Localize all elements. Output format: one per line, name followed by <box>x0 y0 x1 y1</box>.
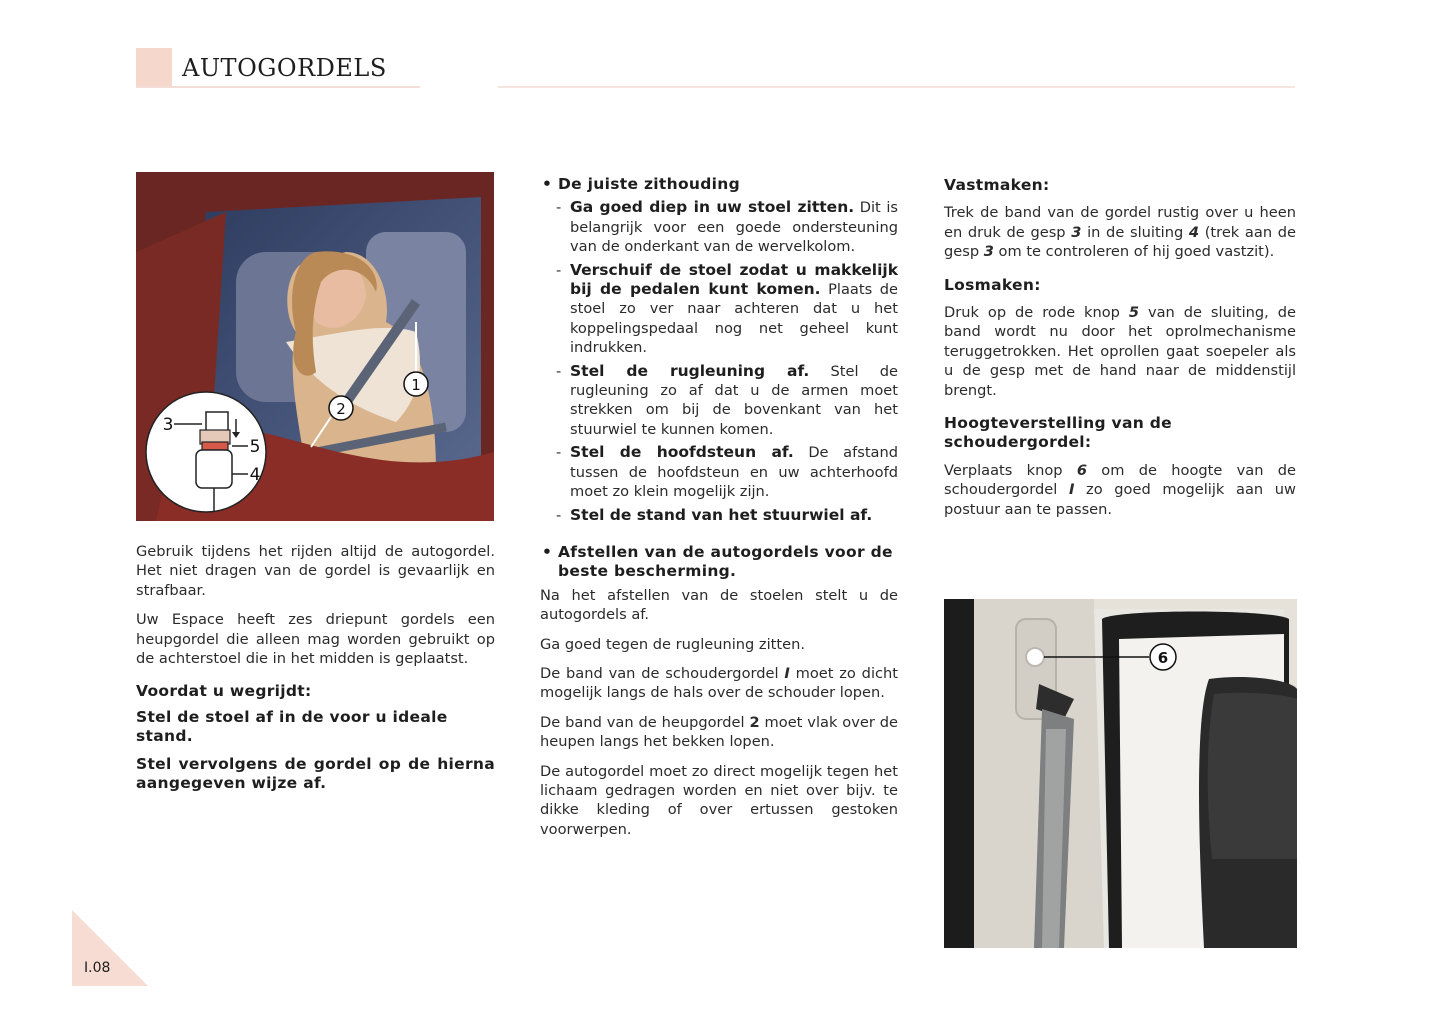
height-adjustment-heading: Hoogteverstelling van de schoudergordel: <box>944 414 1172 452</box>
buckle-ref-3b: 3 <box>983 243 994 261</box>
middle-column <box>540 175 898 849</box>
fastening-text <box>944 203 1296 261</box>
seating-step-2: - Verschuif de stoel zodat u makkelijk bij de pedalen kunt komen. Plaats de stoel zo ver naar achteren dat u het koppelingspedaal nog net geheel kunt indrukken. <box>556 260 898 357</box>
title-accent-block <box>136 48 172 88</box>
fastening-text-b: in de sluiting <box>1081 223 1189 241</box>
page-title: AUTOGORDELS <box>182 54 387 82</box>
seating-step-3: - Stel de rugleuning af. Stel de rugleuning zo af dat u de armen moet strekken om bij de bovenkant van het stuurwiel te kunnen komen. <box>556 361 898 438</box>
seating-step-2-text: Plaats de stoel zo ver naar achteren dat u het koppelingspedaal nog net geheel kunt indrukken. <box>570 281 898 357</box>
middle-paragraph-3 <box>540 664 898 703</box>
shoulder-belt-ref-1: I <box>1068 481 1075 499</box>
seating-step-1-text: Dit is belangrijk voor een goede ondersteuning van de onderkant van de wervelkolom. <box>570 199 899 256</box>
seating-step-4-title: Stel de hoofdsteun af. <box>570 443 794 462</box>
seating-step-3-title: Stel de rugleuning af. <box>570 361 810 380</box>
height-adjustment-text <box>944 461 1296 519</box>
left-paragraph-1: Gebruik tijdens het rijden altijd de autogordel. Het niet dragen van de gordel is gevaarlijk en strafbaar. <box>136 543 495 599</box>
bullet-seating-position-label: De juiste zithouding <box>558 175 740 193</box>
driver-seatbelt-illustration <box>136 172 494 521</box>
middle-paragraph-4-text-a: De band van de heupgordel <box>540 713 750 731</box>
seating-step-1: - Ga goed diep in uw stoel zitten. Dit is belangrijk voor een goede ondersteuning van de onderkant van de wervelkolom. <box>556 198 899 256</box>
release-text-a: Druk op de rode knop <box>944 304 1129 322</box>
left-column <box>136 542 495 793</box>
shoulder-belt-ref: I <box>784 664 790 682</box>
page-number: I.08 <box>84 960 111 976</box>
before-driving-step-1: Stel de stoel af in de voor u ideale stand. <box>136 707 448 746</box>
fastening-text-c: (trek aan de gesp <box>944 223 1296 261</box>
bullet-seating-position: • De juiste zithouding <box>542 175 740 193</box>
right-column <box>944 176 1296 529</box>
before-driving-step-2: Stel vervolgens de gordel op de hierna aangegeven wijze af. <box>136 754 495 793</box>
lock-ref-4: 4 <box>1188 223 1200 241</box>
middle-paragraph-2: Ga goed tegen de rugleuning zitten. <box>540 635 805 653</box>
bullet-belt-adjustment-label: Afstellen van de autogordels voor de beste bescherming. <box>558 542 893 581</box>
driver-seatbelt-photo <box>136 172 494 521</box>
title-rule-right <box>498 86 1295 88</box>
seating-step-4: - Stel de hoofdsteun af. De afstand tussen de hoofdsteun en uw achterhoofd moet zo klein mogelijk zijn. <box>556 443 898 501</box>
title-rule-left <box>136 86 420 88</box>
red-button-ref-5: 5 <box>1128 304 1140 322</box>
height-adjustment-text-a: Verplaats knop <box>944 461 1077 479</box>
callout-5-label: 5 <box>249 437 261 457</box>
fastening-text-d: om te controleren of hij goed vastzit). <box>993 243 1275 261</box>
buckle-ref-3: 3 <box>1071 223 1082 241</box>
release-heading: Losmaken: <box>944 275 1041 294</box>
middle-paragraph-3-text-b: moet zo dicht mogelijk langs de hals over de schouder lopen. <box>540 664 898 702</box>
release-text-b: van de sluiting, de band wordt nu door het oprolmechanisme teruggetrokken. Het oprollen gaat soepeler als u de gesp met de hand naar de middenstijl brengt. <box>944 304 1297 399</box>
belt-height-adjuster-illustration <box>944 599 1297 948</box>
fastening-text-a: Trek de band van de gordel rustig over u heen en druk de gesp <box>944 204 1296 241</box>
seating-step-2-title: Verschuif de stoel zodat u makkelijk bij de pedalen kunt komen. <box>570 260 898 299</box>
middle-paragraph-5: De autogordel moet zo direct mogelijk tegen het lichaam gedragen worden en niet over bijv. te dikke kleding of over ertussen gestoken voorwerpen. <box>540 762 898 838</box>
callout-6-label: 6 <box>1157 649 1169 667</box>
seating-step-1-title: Ga goed diep in uw stoel zitten. <box>570 198 855 217</box>
seating-step-5: - Stel de stand van het stuurwiel af. <box>556 505 873 524</box>
bullet-belt-adjustment: • Afstellen van de autogordels voor de beste bescherming. <box>542 542 893 581</box>
height-adjustment-text-b: om de hoogte van de schoudergordel <box>944 461 1296 499</box>
seating-step-3-text: Stel de rugleuning zo af dat u de armen moet strekken om bij de bovenkant van het stuurwiel te kunnen komen. <box>570 362 898 438</box>
fastening-heading: Vastmaken: <box>944 176 1050 194</box>
knob-ref-6: 6 <box>1076 461 1087 479</box>
callout-3-label: 3 <box>162 415 174 435</box>
belt-height-adjuster-photo <box>944 599 1297 948</box>
seating-step-5-title: Stel de stand van het stuurwiel af. <box>570 505 873 524</box>
height-adjustment-text-c: zo goed mogelijk aan uw postuur aan te passen. <box>944 481 1296 518</box>
middle-paragraph-1: Na het afstellen van de stoelen stelt u de autogordels af. <box>540 586 898 624</box>
release-text <box>944 303 1296 400</box>
middle-paragraph-4 <box>540 713 898 752</box>
middle-paragraph-4-text-b: moet vlak over de heupen langs het bekken lopen. <box>540 713 898 751</box>
lap-belt-ref: 2 <box>749 713 760 731</box>
left-paragraph-2: Uw Espace heeft zes driepunt gordels een heupgordel die alleen mag worden gebruikt op de achterstoel die in het midden is geplaatst. <box>136 611 495 668</box>
middle-paragraph-3-text-a: De band van de schoudergordel <box>540 664 785 682</box>
callout-1-label: 1 <box>411 376 421 394</box>
callout-4-label: 4 <box>249 465 261 485</box>
seating-step-4-text: De afstand tussen de hoofdsteun en uw achterhoofd moet zo klein mogelijk zijn. <box>570 444 898 501</box>
callout-2-label: 2 <box>336 400 346 418</box>
before-driving-heading: Voordat u wegrijdt: <box>136 682 312 701</box>
